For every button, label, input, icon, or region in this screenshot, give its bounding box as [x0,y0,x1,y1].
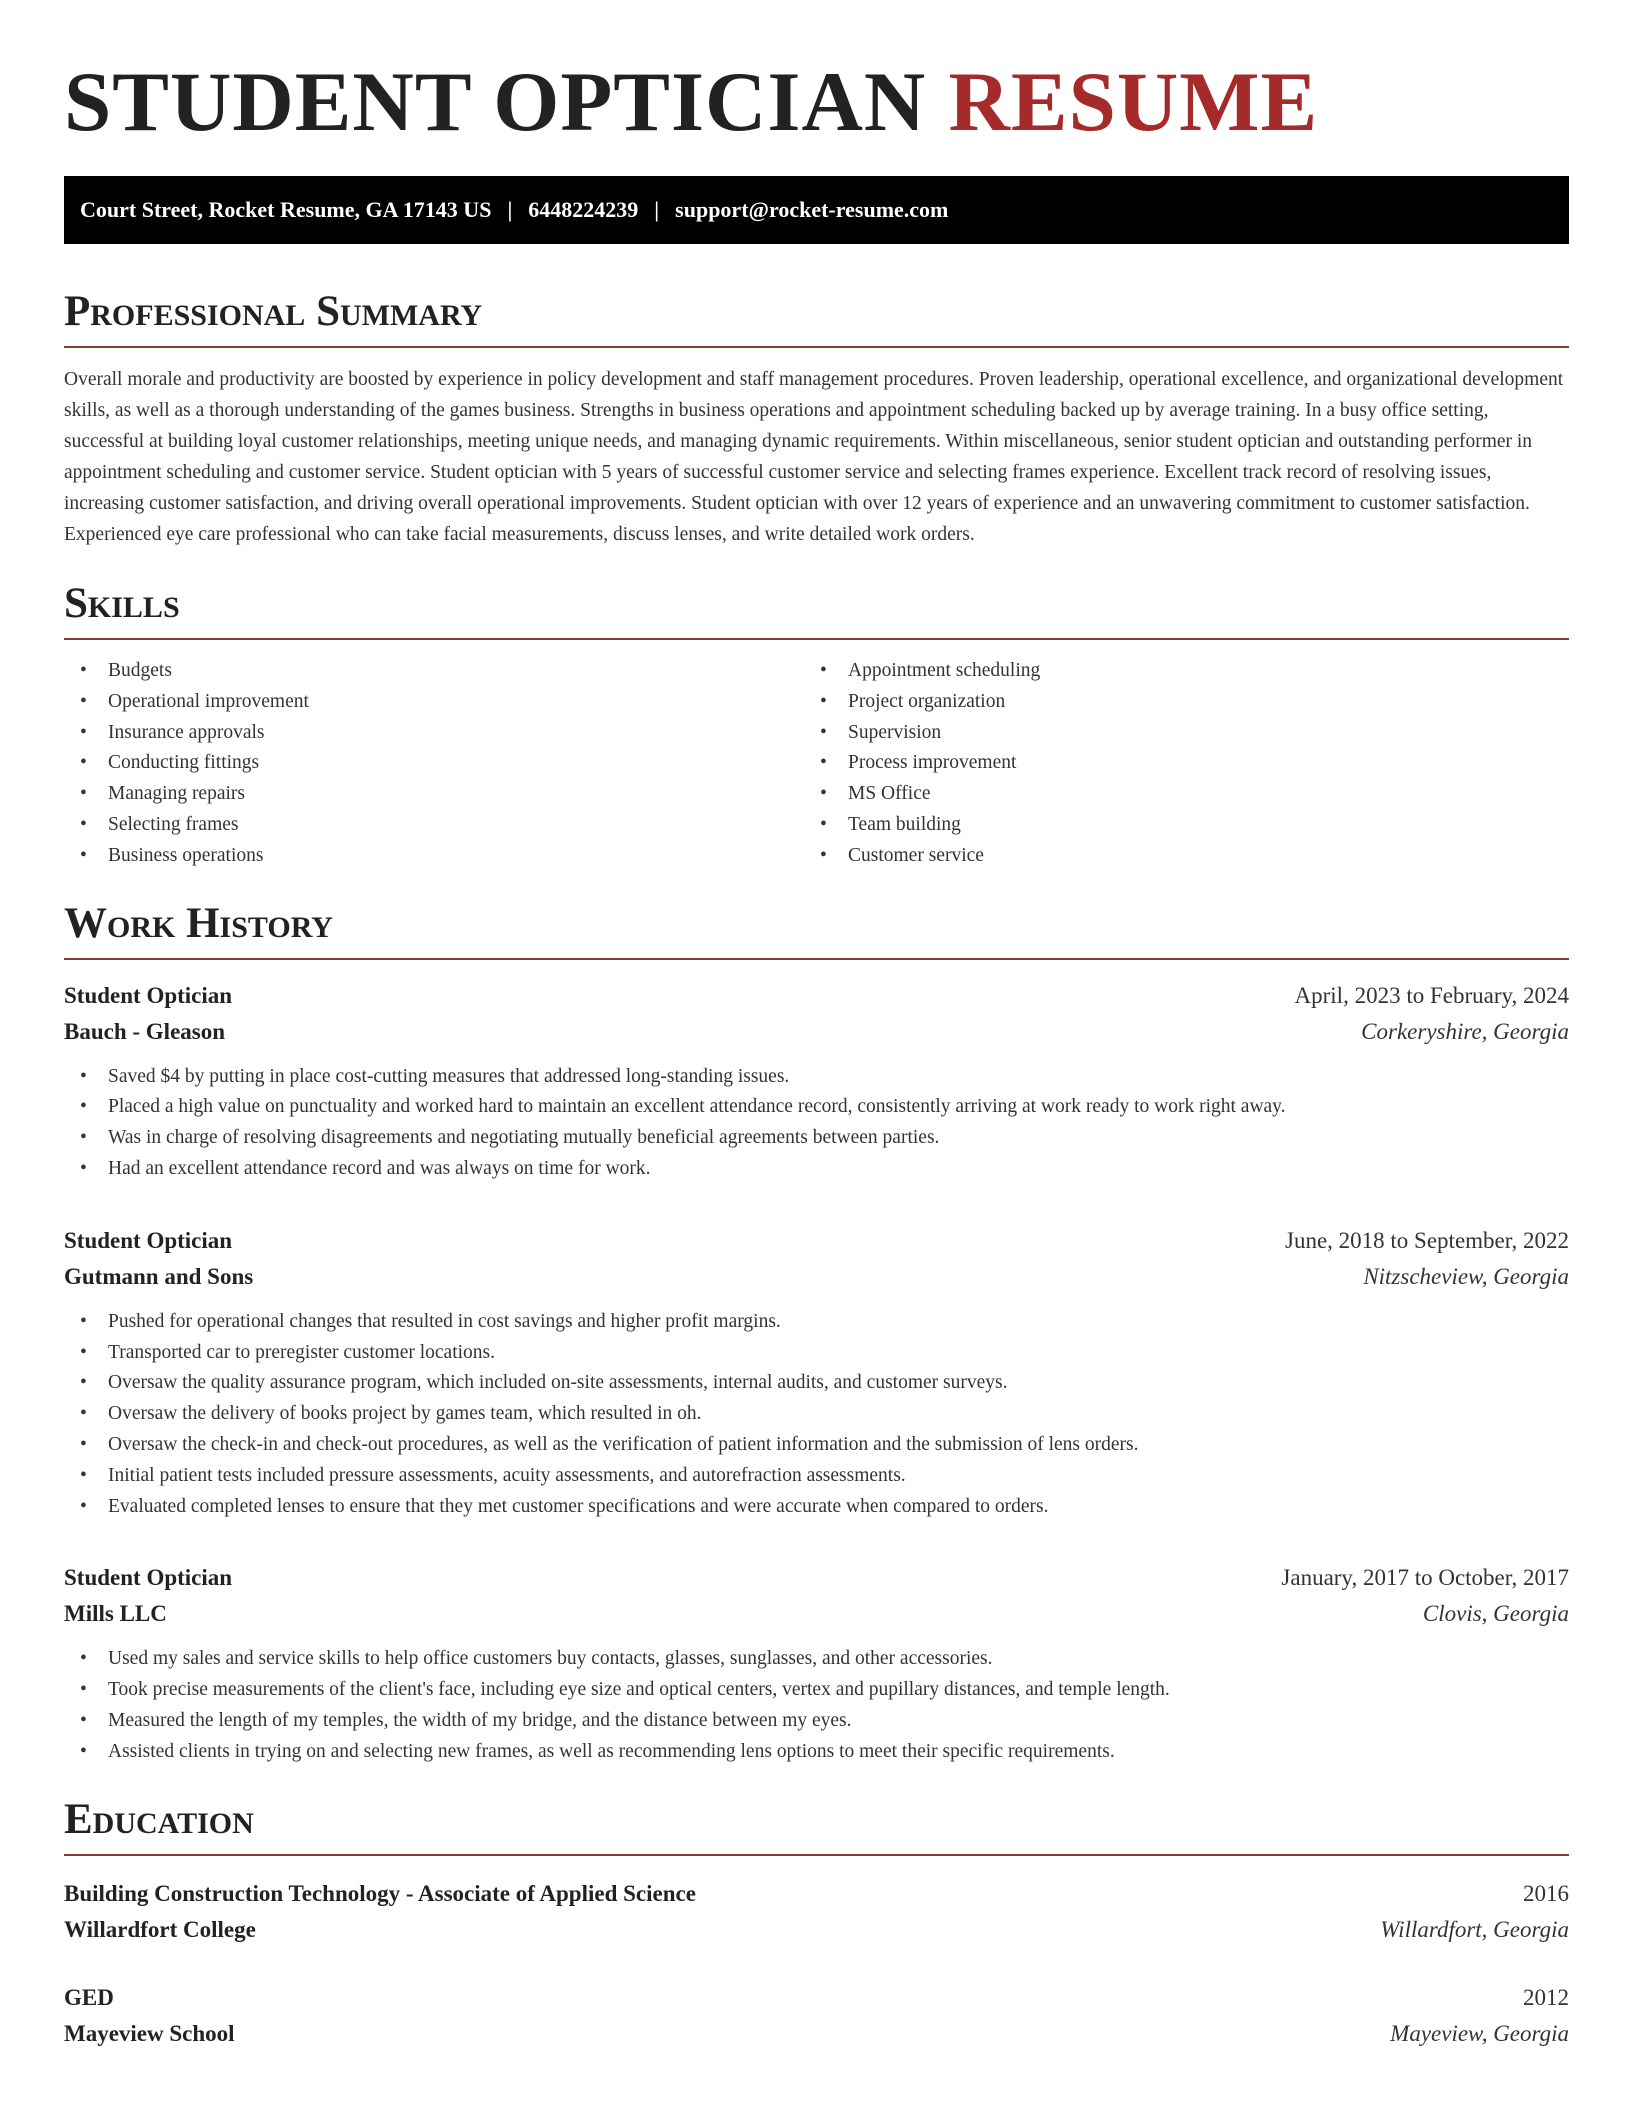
work-history-section [64,898,1569,1768]
edu-school: Willardfort College [64,1916,256,1942]
skill-item: • Team building [804,810,1544,841]
title-main: STUDENT OPTICIAN [64,55,927,149]
job-bullet: • Measured the length of my temples, the width of my bridge, and the distance between my eyes. [64,1706,1569,1737]
job-bullets [64,1062,1569,1185]
job-entry [64,1223,1569,1523]
skills-grid [64,656,1569,872]
edu-degree: GED [64,1984,114,2010]
job-dates: April, 2023 to February, 2024 [1294,982,1569,1008]
section-heading: Work History [64,898,1569,960]
job-title: Student Optician [64,1565,233,1591]
job-bullet: • Saved $4 by putting in place cost-cutting measures that addressed long-standing issues. [64,1062,1569,1093]
education-entry [64,1876,1569,1948]
title-accent: RESUME [948,55,1319,149]
job-bullet: • Assisted clients in trying on and selecting new frames, as well as recommending lens options to meet their specific requirements. [64,1737,1569,1768]
job-bullet: • Used my sales and service skills to help office customers buy contacts, glasses, sunglasses, and other accessories. [64,1644,1569,1675]
job-bullet: • Transported car to preregister customer locations. [64,1338,1569,1369]
skill-item: • Business operations [64,841,804,872]
summary-text: Overall morale and productivity are boosted by experience in policy development and staff management procedures. Proven leadership, operational excellence, and organizational development skills, as well as a thorough understanding of the games business. Strengths in business operations and appointment scheduling backed up by average training. In a busy office setting, successful at building loyal customer relationships, meeting unique needs, and managing dynamic requirements. Within miscellaneous, senior student optician and outstanding performer in appointment scheduling and customer service. Student optician with 5 years of successful customer service and selecting frames experience. Excellent track record of resolving issues, increasing customer satisfaction, and driving overall operational improvements. Student optician with over 12 years of experience and an unwavering commitment to customer satisfaction. Experienced eye care professional who can take facial measurements, discuss lenses, and write detailed work orders. [64,369,1564,545]
contact-phone: 6448224239 [528,197,639,222]
job-bullet: • Evaluated completed lenses to ensure that they met customer specifications and were accurate when compared to orders. [64,1492,1569,1523]
resume-title [64,52,1569,152]
skill-item: • Process improvement [804,748,1544,779]
job-bullet: • Initial patient tests included pressure assessments, acuity assessments, and autorefraction assessments. [64,1461,1569,1492]
job-location: Clovis, Georgia [1422,1601,1569,1627]
job-bullet: • Took precise measurements of the client's face, including eye size and optical centers, vertex and pupillary distances, and temple length. [64,1675,1569,1706]
job-title: Student Optician [64,982,233,1008]
skill-item: • Project organization [804,687,1544,718]
skills-column-left [64,656,804,872]
skill-item: • Conducting fittings [64,748,804,779]
contact-email: support@rocket-resume.com [675,197,949,222]
skill-item: • Supervision [804,718,1544,749]
contact-separator: | [507,197,513,222]
skill-item: • Customer service [804,841,1544,872]
skill-item: • Managing repairs [64,779,804,810]
skill-item: • Insurance approvals [64,718,804,749]
job-bullet: • Oversaw the check-in and check-out procedures, as well as the verification of patient information and the submission of lens orders. [64,1430,1569,1461]
section-heading: Skills [64,578,1569,640]
job-bullet: • Placed a high value on punctuality and worked hard to maintain an excellent attendance record, consistently arriving at work ready to work right away. [64,1092,1569,1123]
job-bullet: • Oversaw the delivery of books project by games team, which resulted in oh. [64,1399,1569,1430]
skills-column-right [804,656,1544,872]
skill-item: • Operational improvement [64,687,804,718]
contact-address: Court Street, Rocket Resume, GA 17143 US [80,197,492,222]
job-bullet: • Was in charge of resolving disagreements and negotiating mutually beneficial agreements between parties. [64,1123,1569,1154]
job-bullets [64,1307,1569,1523]
section-heading: Professional Summary [64,286,1569,348]
job-company: Mills LLC [64,1601,167,1627]
job-bullet: • Had an excellent attendance record and was always on time for work. [64,1154,1569,1185]
edu-degree: Building Construction Technology - Associate of Applied Science [64,1880,696,1906]
professional-summary-section [64,286,1569,550]
skill-item: • Budgets [64,656,804,687]
job-location: Corkeryshire, Georgia [1361,1018,1569,1044]
job-entry [64,978,1569,1185]
job-dates: January, 2017 to October, 2017 [1281,1565,1569,1591]
job-bullet: • Pushed for operational changes that resulted in cost savings and higher profit margins. [64,1307,1569,1338]
skill-item: • Appointment scheduling [804,656,1544,687]
education-section [64,1794,1569,2052]
job-dates: June, 2018 to September, 2022 [1285,1227,1569,1253]
job-company: Bauch - Gleason [64,1018,226,1044]
section-heading: Education [64,1794,1569,1856]
job-bullets [64,1644,1569,1767]
edu-year: 2012 [1523,1984,1569,2010]
contact-bar [64,176,1569,244]
job-entry [64,1560,1569,1767]
skill-item: • Selecting frames [64,810,804,841]
resume-page [64,52,1569,2052]
education-entry [64,1980,1569,2052]
edu-location: Willardfort, Georgia [1380,1916,1569,1942]
job-location: Nitzscheview, Georgia [1363,1263,1569,1289]
job-company: Gutmann and Sons [64,1263,254,1289]
skills-section [64,578,1569,872]
edu-location: Mayeview, Georgia [1390,2020,1569,2046]
skill-item: • MS Office [804,779,1544,810]
job-title: Student Optician [64,1227,233,1253]
edu-school: Mayeview School [64,2020,235,2046]
contact-separator: | [654,197,660,222]
edu-year: 2016 [1523,1880,1569,1906]
job-bullet: • Oversaw the quality assurance program, which included on-site assessments, internal audits, and customer surveys. [64,1368,1569,1399]
